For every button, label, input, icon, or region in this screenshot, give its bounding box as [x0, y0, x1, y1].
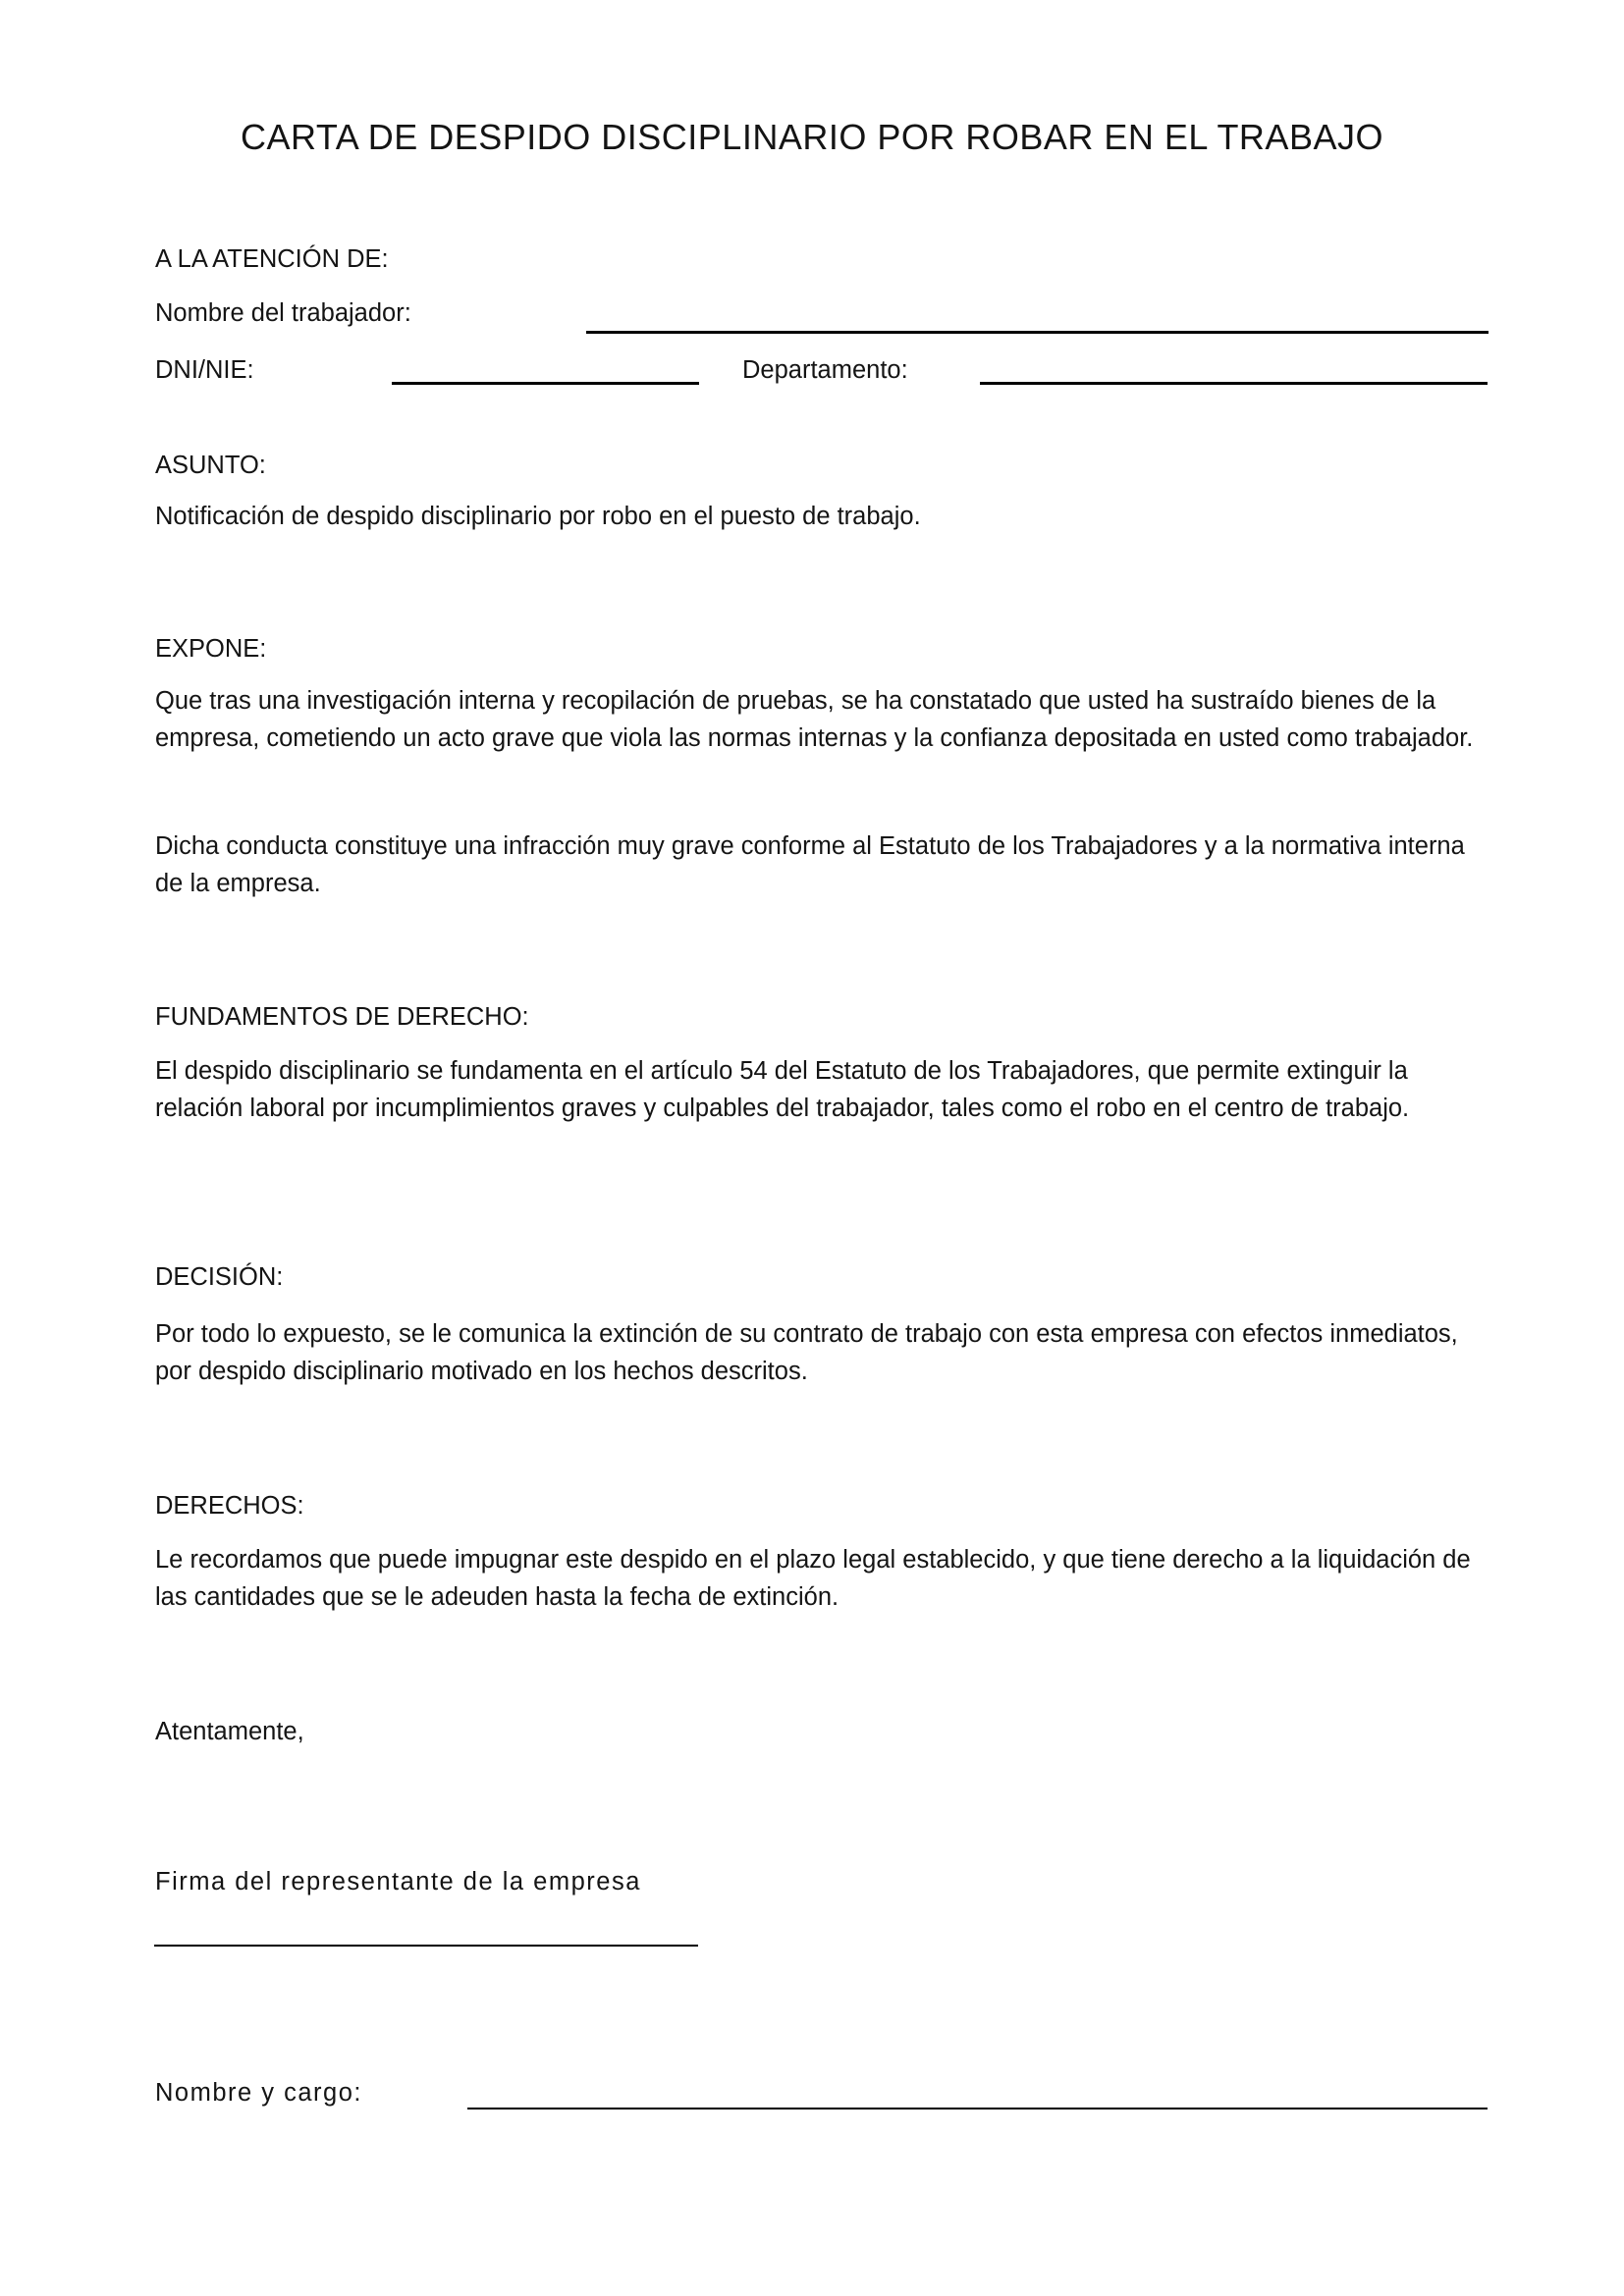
dni-label: DNI/NIE: — [155, 356, 254, 384]
worker-name-label: Nombre del trabajador: — [155, 299, 411, 327]
section-paragraph-derechos: Le recordamos que puede impugnar este despido en el plazo legal establecido, y que tiene derecho a la liquidación de las cantidades que se le adeuden hasta la fecha de extinción. — [155, 1546, 1471, 1611]
section-paragraph-decision: Por todo lo expuesto, se le comunica la extinción de su contrato de trabajo con esta empresa con efectos inmediatos, por despido disciplinario motivado en los hechos descritos. — [155, 1320, 1458, 1385]
section-heading-expone: EXPONE: — [155, 635, 267, 663]
signature-label: Firma del representante de la empresa — [155, 1868, 641, 1896]
section-paragraph-fundamentos: El despido disciplinario se fundamenta en el artículo 54 del Estatuto de los Trabajadores, que permite extinguir la relación laboral por incumplimientos graves y culpables del trabajador, tales como el robo en el centro de trabajo. — [155, 1057, 1410, 1122]
page-title: CARTA DE DESPIDO DISCIPLINARIO POR ROBAR EN EL TRABAJO — [241, 117, 1383, 157]
section-paragraph-expone-1: Que tras una investigación interna y recopilación de pruebas, se ha constatado que usted ha sustraído bienes de la empresa, cometiendo un acto grave que viola las normas internas y la confianza depositada en usted como trabajador. — [155, 687, 1474, 752]
name-role-label: Nombre y cargo: — [155, 2079, 362, 2107]
section-paragraph-asunto: Notificación de despido disciplinario por robo en el puesto de trabajo. — [155, 503, 921, 530]
section-heading-fundamentos: FUNDAMENTOS DE DERECHO: — [155, 1003, 529, 1031]
section-paragraph-expone-2: Dicha conducta constituye una infracción muy grave conforme al Estatuto de los Trabajadores y a la normativa interna de la empresa. — [155, 832, 1465, 897]
department-label: Departamento: — [742, 356, 908, 384]
section-heading-asunto: ASUNTO: — [155, 452, 266, 479]
worker-name-blank-line — [586, 331, 1489, 334]
signature-blank-line — [154, 1945, 698, 1947]
farewell-text: Atentamente, — [155, 1718, 304, 1745]
department-blank-line — [980, 382, 1488, 385]
section-heading-derechos: DERECHOS: — [155, 1492, 304, 1520]
name-role-blank-line — [467, 2108, 1488, 2109]
section-heading-decision: DECISIÓN: — [155, 1263, 284, 1291]
dni-blank-line — [392, 382, 699, 385]
attention-heading: A LA ATENCIÓN DE: — [155, 245, 389, 273]
